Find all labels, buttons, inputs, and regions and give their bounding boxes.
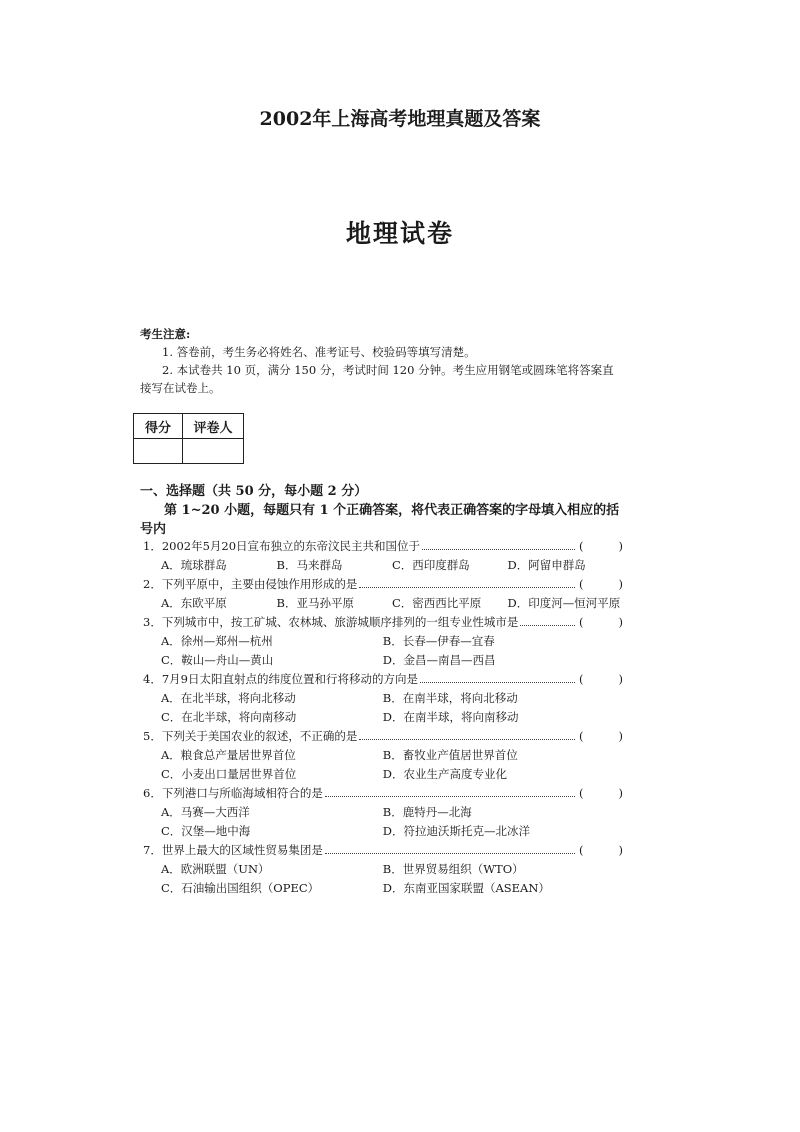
question <box>143 841 623 898</box>
option: B．亚马孙平原 <box>276 596 354 610</box>
option: B．在南半球，将向北移动 <box>382 691 518 705</box>
answer-blank[interactable]: ( ) <box>579 729 623 743</box>
exam-title: 地理试卷 <box>345 219 454 248</box>
option: C．密西西比平原 <box>392 596 482 610</box>
notice-item: 2. 本试卷共 10 页，满分 150 分，考试时间 120 分钟。考生应用钢笔或圆珠笔将答案直接写在试卷上。 <box>140 363 614 395</box>
section-title: 一、选择题（共 50 分，每小题 2 分） <box>140 484 368 499</box>
document-title: 2002年上海高考地理真题及答案 <box>259 108 541 130</box>
question-stem: 7．世界上最大的区域性贸易集团是 <box>143 843 323 857</box>
option: C．汉堡—地中海 <box>161 824 251 838</box>
option: C．西印度群岛 <box>392 558 470 572</box>
question-list <box>143 537 623 898</box>
grader-header: 评卷人 <box>183 414 244 439</box>
question <box>143 670 623 727</box>
score-cell <box>134 439 183 464</box>
score-header: 得分 <box>134 414 183 439</box>
option: A．东欧平原 <box>161 596 227 610</box>
question <box>143 784 623 841</box>
leader-dots <box>359 587 575 588</box>
question-stem: 3．下列城市中，按工矿城、农林城、旅游城顺序排列的一组专业性城市是 <box>143 615 519 629</box>
option: B．世界贸易组织（WTO） <box>382 862 524 876</box>
option: D．印度河—恒河平原 <box>507 596 621 610</box>
question-stem: 1．2002年5月20日宣布独立的东帝汶民主共和国位于 <box>143 539 421 553</box>
option: B．马来群岛 <box>276 558 343 572</box>
question <box>143 727 623 784</box>
section-header <box>140 482 620 539</box>
answer-blank[interactable]: ( ) <box>579 843 623 857</box>
leader-dots <box>325 853 575 854</box>
answer-blank[interactable]: ( ) <box>579 672 623 686</box>
option: D．阿留申群岛 <box>507 558 586 572</box>
option: C．在北半球，将向南移动 <box>161 710 297 724</box>
question-stem: 6．下列港口与所临海域相符合的是 <box>143 786 323 800</box>
leader-dots <box>520 625 575 626</box>
section-instruction: 第 1~20 小题，每题只有 1 个正确答案，将代表正确答案的字母填入相应的括号内 <box>140 503 620 537</box>
leader-dots <box>420 682 575 683</box>
question-stem: 4．7月9日太阳直射点的纬度位置和行将移动的方向是 <box>143 672 418 686</box>
option: D．符拉迪沃斯托克—北冰洋 <box>382 824 530 838</box>
option: D．在南半球，将向南移动 <box>382 710 519 724</box>
question-stem: 5．下列关于美国农业的叙述，不正确的是 <box>143 729 358 743</box>
option: A．粮食总产量居世界首位 <box>161 748 296 762</box>
option: D．东南亚国家联盟（ASEAN） <box>382 881 550 895</box>
answer-blank[interactable]: ( ) <box>579 786 623 800</box>
notice-heading: 考生注意: <box>140 327 191 341</box>
grader-cell <box>183 439 244 464</box>
option: A．琉球群岛 <box>161 558 227 572</box>
option: A．在北半球，将向北移动 <box>161 691 296 705</box>
answer-blank[interactable]: ( ) <box>579 615 623 629</box>
option: B．畜牧业产值居世界首位 <box>382 748 518 762</box>
leader-dots <box>422 549 575 550</box>
option: D．农业生产高度专业化 <box>382 767 507 781</box>
option: A．马赛—大西洋 <box>161 805 250 819</box>
answer-blank[interactable]: ( ) <box>579 577 623 591</box>
question-stem: 2．下列平原中，主要由侵蚀作用形成的是 <box>143 577 358 591</box>
question <box>143 613 623 670</box>
option: A．徐州—郑州—杭州 <box>161 634 273 648</box>
option: D．金昌—南昌—西昌 <box>382 653 496 667</box>
option: A．欧洲联盟（UN） <box>161 862 270 876</box>
leader-dots <box>359 739 575 740</box>
option: C．鞍山—舟山—黄山 <box>161 653 274 667</box>
leader-dots <box>325 796 575 797</box>
candidate-notice <box>140 325 620 397</box>
option: B．鹿特丹—北海 <box>382 805 472 819</box>
question <box>143 575 623 613</box>
option: C．石油输出国组织（OPEC） <box>161 881 320 895</box>
answer-blank[interactable]: ( ) <box>579 539 623 553</box>
score-table <box>133 413 244 464</box>
option: C．小麦出口量居世界首位 <box>161 767 297 781</box>
notice-item: 1. 答卷前，考生务必将姓名、准考证号、校验码等填写清楚。 <box>162 345 476 359</box>
option: B．长春—伊春—宜春 <box>382 634 495 648</box>
question <box>143 537 623 575</box>
